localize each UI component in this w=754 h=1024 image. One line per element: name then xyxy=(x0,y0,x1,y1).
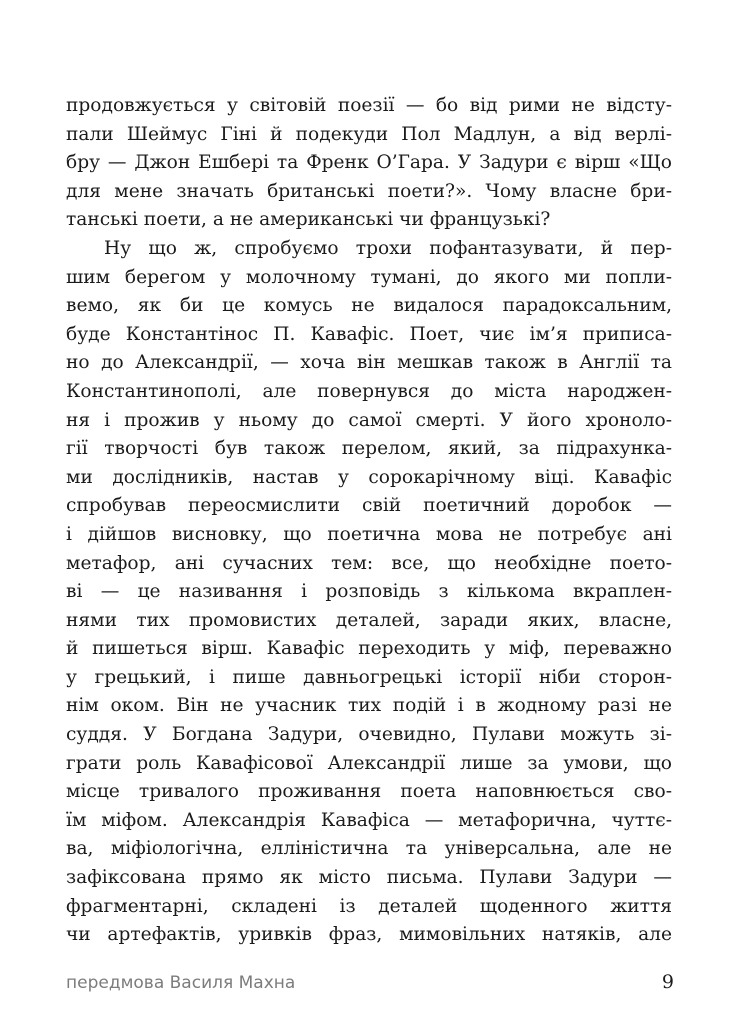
text-line: місце тривалого проживання поета наповнюється сво- xyxy=(66,781,672,803)
text-line: ві — це називання і розповідь з кількома вкраплен- xyxy=(66,581,672,603)
text-line: Константинополі, але повернувся до міста народжен- xyxy=(66,380,672,402)
body-text xyxy=(66,92,672,950)
text-line: шим берегом у молочному тумані, до якого ми попли- xyxy=(66,266,672,288)
text-line: но до Александрії, — хоча він мешкав також в Англії та xyxy=(66,352,672,374)
text-line: метафор, ані сучасних тем: все, що необхідне поето- xyxy=(66,552,672,574)
text-line: у грецький, і пише давньогрецькі історії ніби сторон- xyxy=(66,666,672,688)
text-line: ня і прожив у ньому до самої смерті. У його хроноло- xyxy=(66,409,672,431)
text-line: буде Константінос П. Кавафіс. Поет, чиє ім’я приписа- xyxy=(66,323,672,345)
text-line: і дійшов висновку, що поетична мова не потребує ані xyxy=(66,523,672,545)
text-line: спробував переосмислити свій поетичний доробок — xyxy=(66,495,672,517)
running-title: передмова Василя Махна xyxy=(66,973,296,993)
page-number: 9 xyxy=(661,971,674,993)
text-line: продовжується у світовій поезії — бо від рими не відсту- xyxy=(66,95,672,116)
text-line: бру — Джон Ешбері та Френк О’Гара. У Задури є вірш «Що xyxy=(66,152,672,174)
text-line: суддя. У Богдана Задури, очевидно, Пулави можуть зі- xyxy=(66,724,672,746)
text-line: гії творчості був також перелом, який, за підрахунка- xyxy=(66,438,672,460)
text-line: для мене значать британські поети?». Чому власне бри- xyxy=(66,180,672,202)
paragraph xyxy=(66,235,672,950)
text-line: танські поети, а не американські чи французькі? xyxy=(66,209,551,231)
text-line: їм міфом. Александрія Кавафіса — метафорична, чуттє- xyxy=(66,809,672,831)
text-line: нями тих промовистих деталей, заради яких, власне, xyxy=(66,609,672,631)
text-line: грати роль Кавафісової Александрії лише за умови, що xyxy=(66,752,672,774)
text-line: Ну що ж, спробуємо трохи пофантазувати, й пер- xyxy=(104,237,672,259)
text-line: ва, міфіологічна, елліністична та універсальна, але не xyxy=(66,838,672,860)
text-line: зафіксована прямо як місто письма. Пулави Задури — xyxy=(66,867,672,889)
text-line: фрагментарні, складені із деталей щоденного життя xyxy=(66,895,672,917)
text-line: пали Шеймус Гіні й подекуди Пол Мадлун, а від верлі- xyxy=(66,123,672,145)
text-line: й пишеться вірш. Кавафіс переходить у міф, переважно xyxy=(66,638,672,660)
text-line: чи артефактів, уривків фраз, мимовільних натяків, але xyxy=(66,924,672,946)
text-line: вемо, як би це комусь не видалося парадоксальним, xyxy=(66,295,672,317)
paragraph xyxy=(66,92,672,235)
text-line: ми дослідників, настав у сорокарічному віці. Кавафіс xyxy=(66,466,672,488)
text-line: нім оком. Він не учасник тих подій і в жодному разі не xyxy=(66,695,672,717)
